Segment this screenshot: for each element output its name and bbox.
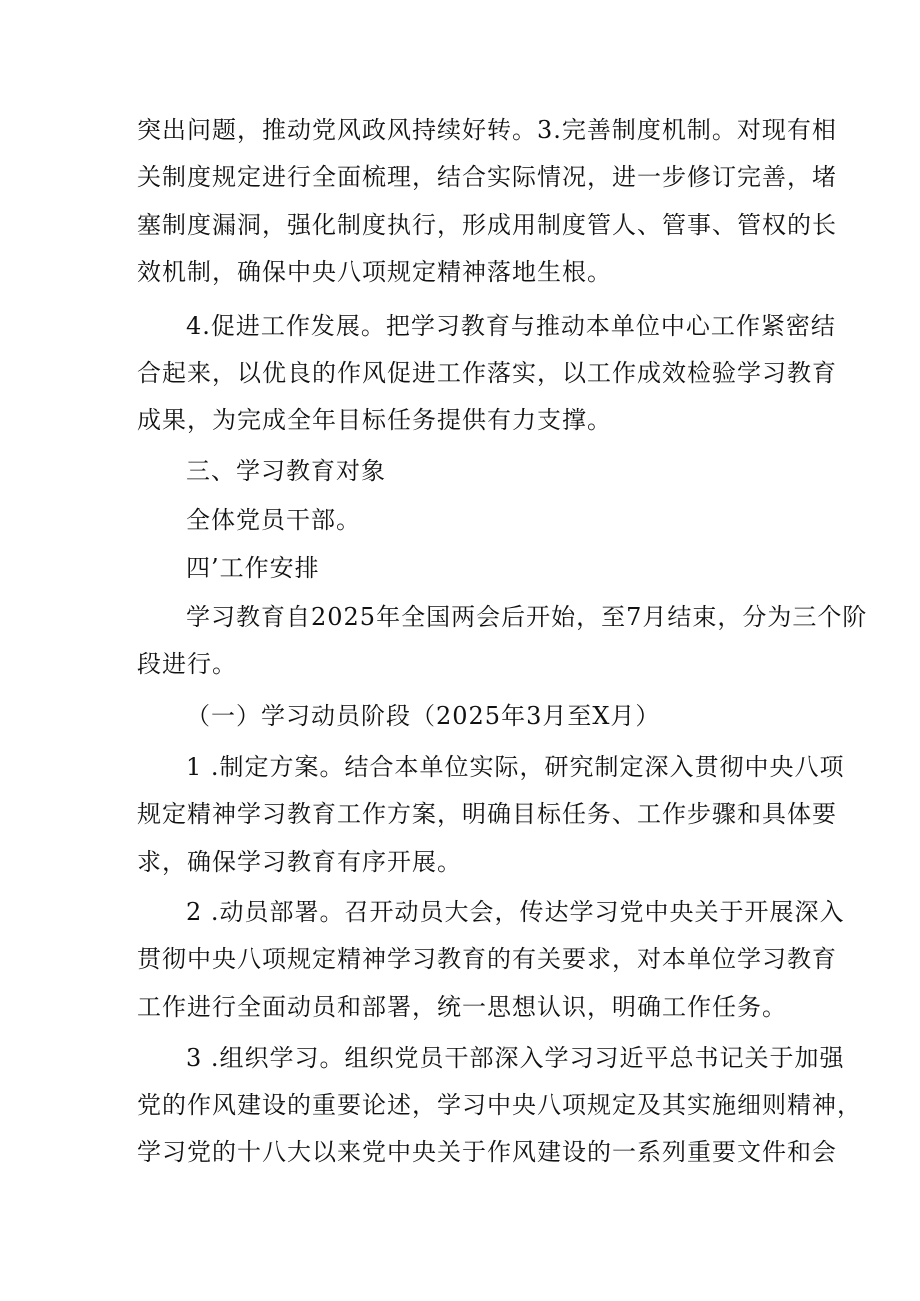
paragraph-line: 学习教育自2025年全国两会后开始，至7月结束，分为三个阶 xyxy=(186,603,868,631)
paragraph-line: 4.促进工作发展。把学习教育与推动本单位中心工作紧密结 xyxy=(186,312,836,340)
paragraph-line: 全体党员干部。 xyxy=(186,506,361,534)
paragraph-line: 贯彻中央八项规定精神学习教育的有关要求，对本单位学习教育 xyxy=(137,945,837,973)
paragraph-line: 2 .动员部署。召开动员大会，传达学习党中央关于开展深入 xyxy=(186,898,845,926)
paragraph-line: 效机制，确保中央八项规定精神落地生根。 xyxy=(137,258,612,286)
paragraph-line: 党的作风建设的重要论述，学习中央八项规定及其实施细则精神， xyxy=(137,1091,862,1119)
paragraph-line: 关制度规定进行全面梳理，结合实际情况，进一步修订完善，堵 xyxy=(137,163,837,191)
paragraph-line: 成果，为完成全年目标任务提供有力支撑。 xyxy=(137,406,612,434)
section-heading: 三、学习教育对象 xyxy=(186,457,386,485)
paragraph-line: 段进行。 xyxy=(137,650,237,678)
paragraph-line: 3 .组织学习。组织党员干部深入学习习近平总书记关于加强 xyxy=(186,1044,845,1072)
paragraph-line: 突出问题，推动党风政风持续好转。3.完善制度机制。对现有相 xyxy=(137,116,837,144)
section-heading: 四’工作安排 xyxy=(186,554,320,582)
paragraph-line: 塞制度漏洞，强化制度执行，形成用制度管人、管事、管权的长 xyxy=(137,211,837,239)
paragraph-line: 学习党的十八大以来党中央关于作风建设的一系列重要文件和会 xyxy=(137,1138,837,1166)
paragraph-line: 合起来，以优良的作风促进工作落实，以工作成效检验学习教育 xyxy=(137,359,837,387)
subsection-heading: （一）学习动员阶段（2025年3月至X月） xyxy=(186,702,661,730)
paragraph-line: 1 .制定方案。结合本单位实际，研究制定深入贯彻中央八项 xyxy=(186,753,845,781)
paragraph-line: 求，确保学习教育有序开展。 xyxy=(137,848,462,876)
paragraph-line: 规定精神学习教育工作方案，明确目标任务、工作步骤和具体要 xyxy=(137,800,837,828)
paragraph-line: 工作进行全面动员和部署，统一思想认识，明确工作任务。 xyxy=(137,993,787,1021)
